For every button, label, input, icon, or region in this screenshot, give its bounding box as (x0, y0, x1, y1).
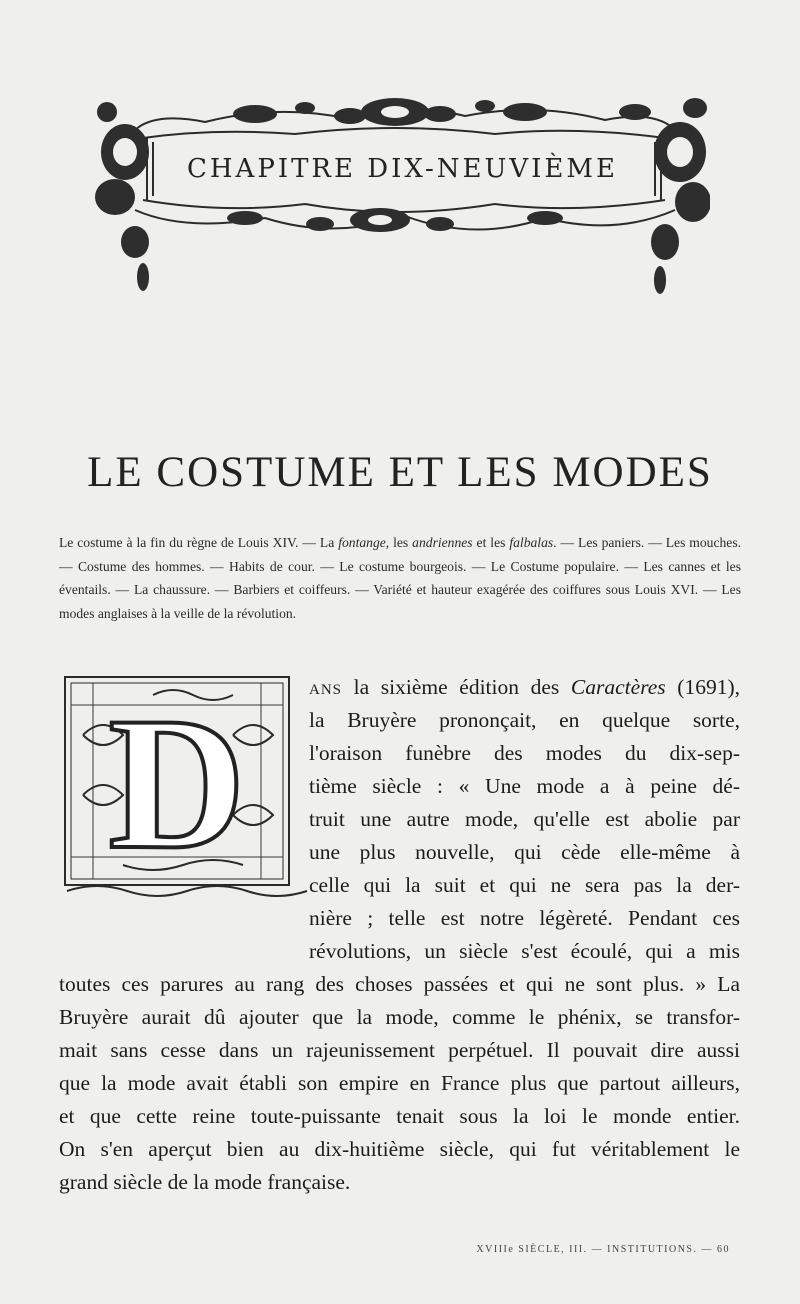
body-line: mait sans cesse dans un rajeunissement perpétuel. Il pouvait dire aussi (59, 1038, 740, 1062)
body-line: révolutions, un siècle s'est écoulé, qui a mis (309, 939, 740, 963)
dropcap-frame-icon (63, 675, 311, 904)
opening-word: ans (309, 675, 343, 699)
summary-italic-term: fontange (338, 535, 386, 550)
summary-italic-term: falbalas (509, 535, 554, 550)
body-line: que la mode avait établi son empire en France plus que partout ailleurs, (59, 1071, 740, 1095)
body-line: On s'en aperçut bien au dix-huitième siècle, qui fut véritablement le (59, 1137, 740, 1161)
summary-text: Le costume à la fin du règne de Louis XIV. — La (59, 535, 339, 550)
body-line: ans la sixième édition des Caractères (1691), (309, 675, 740, 699)
page-footer-signature: XVIIIe SIÈCLE, III. — INSTITUTIONS. — 60 (476, 1244, 730, 1255)
chapter-summary (59, 531, 741, 625)
ornamental-dropcap (63, 675, 311, 904)
body-line: toutes ces parures au rang des choses passées et qui ne sont plus. » La (59, 972, 740, 996)
body-line: et que cette reine toute-puissante tenait sous la loi le monde entier. (59, 1104, 740, 1128)
summary-text: et les (472, 535, 510, 550)
body-line: truit une autre mode, qu'elle est abolie par (309, 807, 740, 831)
page-title: LE COSTUME ET LES MODES (87, 449, 713, 496)
body-line: grand siècle de la mode française. (59, 1170, 351, 1194)
dropcap-letter: D (108, 679, 246, 889)
summary-italic-term: andriennes (412, 535, 473, 550)
chapter-heading: CHAPITRE DIX-NEUVIÈME (186, 154, 619, 184)
chapter-headpiece-ornament (95, 92, 710, 302)
body-line: une plus nouvelle, qui cède elle-même à (309, 840, 740, 864)
ornament-scrollwork-icon (95, 92, 710, 302)
body-line: tième siècle : « Une mode a à peine dé- (309, 774, 740, 798)
summary-text: , les (385, 535, 413, 550)
body-line: l'oraison funèbre des modes du dix-sep- (309, 741, 740, 765)
body-line: la Bruyère prononçait, en quelque sorte, (309, 708, 740, 732)
body-line: celle qui la suit et qui ne sera pas la der- (309, 873, 740, 897)
book-title: Caractères (570, 675, 666, 699)
body-line: Bruyère aurait dû ajouter que la mode, comme le phénix, se transfor- (59, 1005, 740, 1029)
summary-text: . — Les paniers. — Les mouches. — Costume des hommes. — Habits de cour. — Le costume bourgeois. — Le Costume populaire. — Les cannes et les éventails. — La chaussure. — Barbiers et coiffeurs. — Variété et hauteur exagérée des coiffures sous Louis XVI. — Les modes anglaises à la veille de la révolution. (59, 535, 742, 621)
body-line: nière ; telle est notre légèreté. Pendant ces (309, 906, 740, 930)
